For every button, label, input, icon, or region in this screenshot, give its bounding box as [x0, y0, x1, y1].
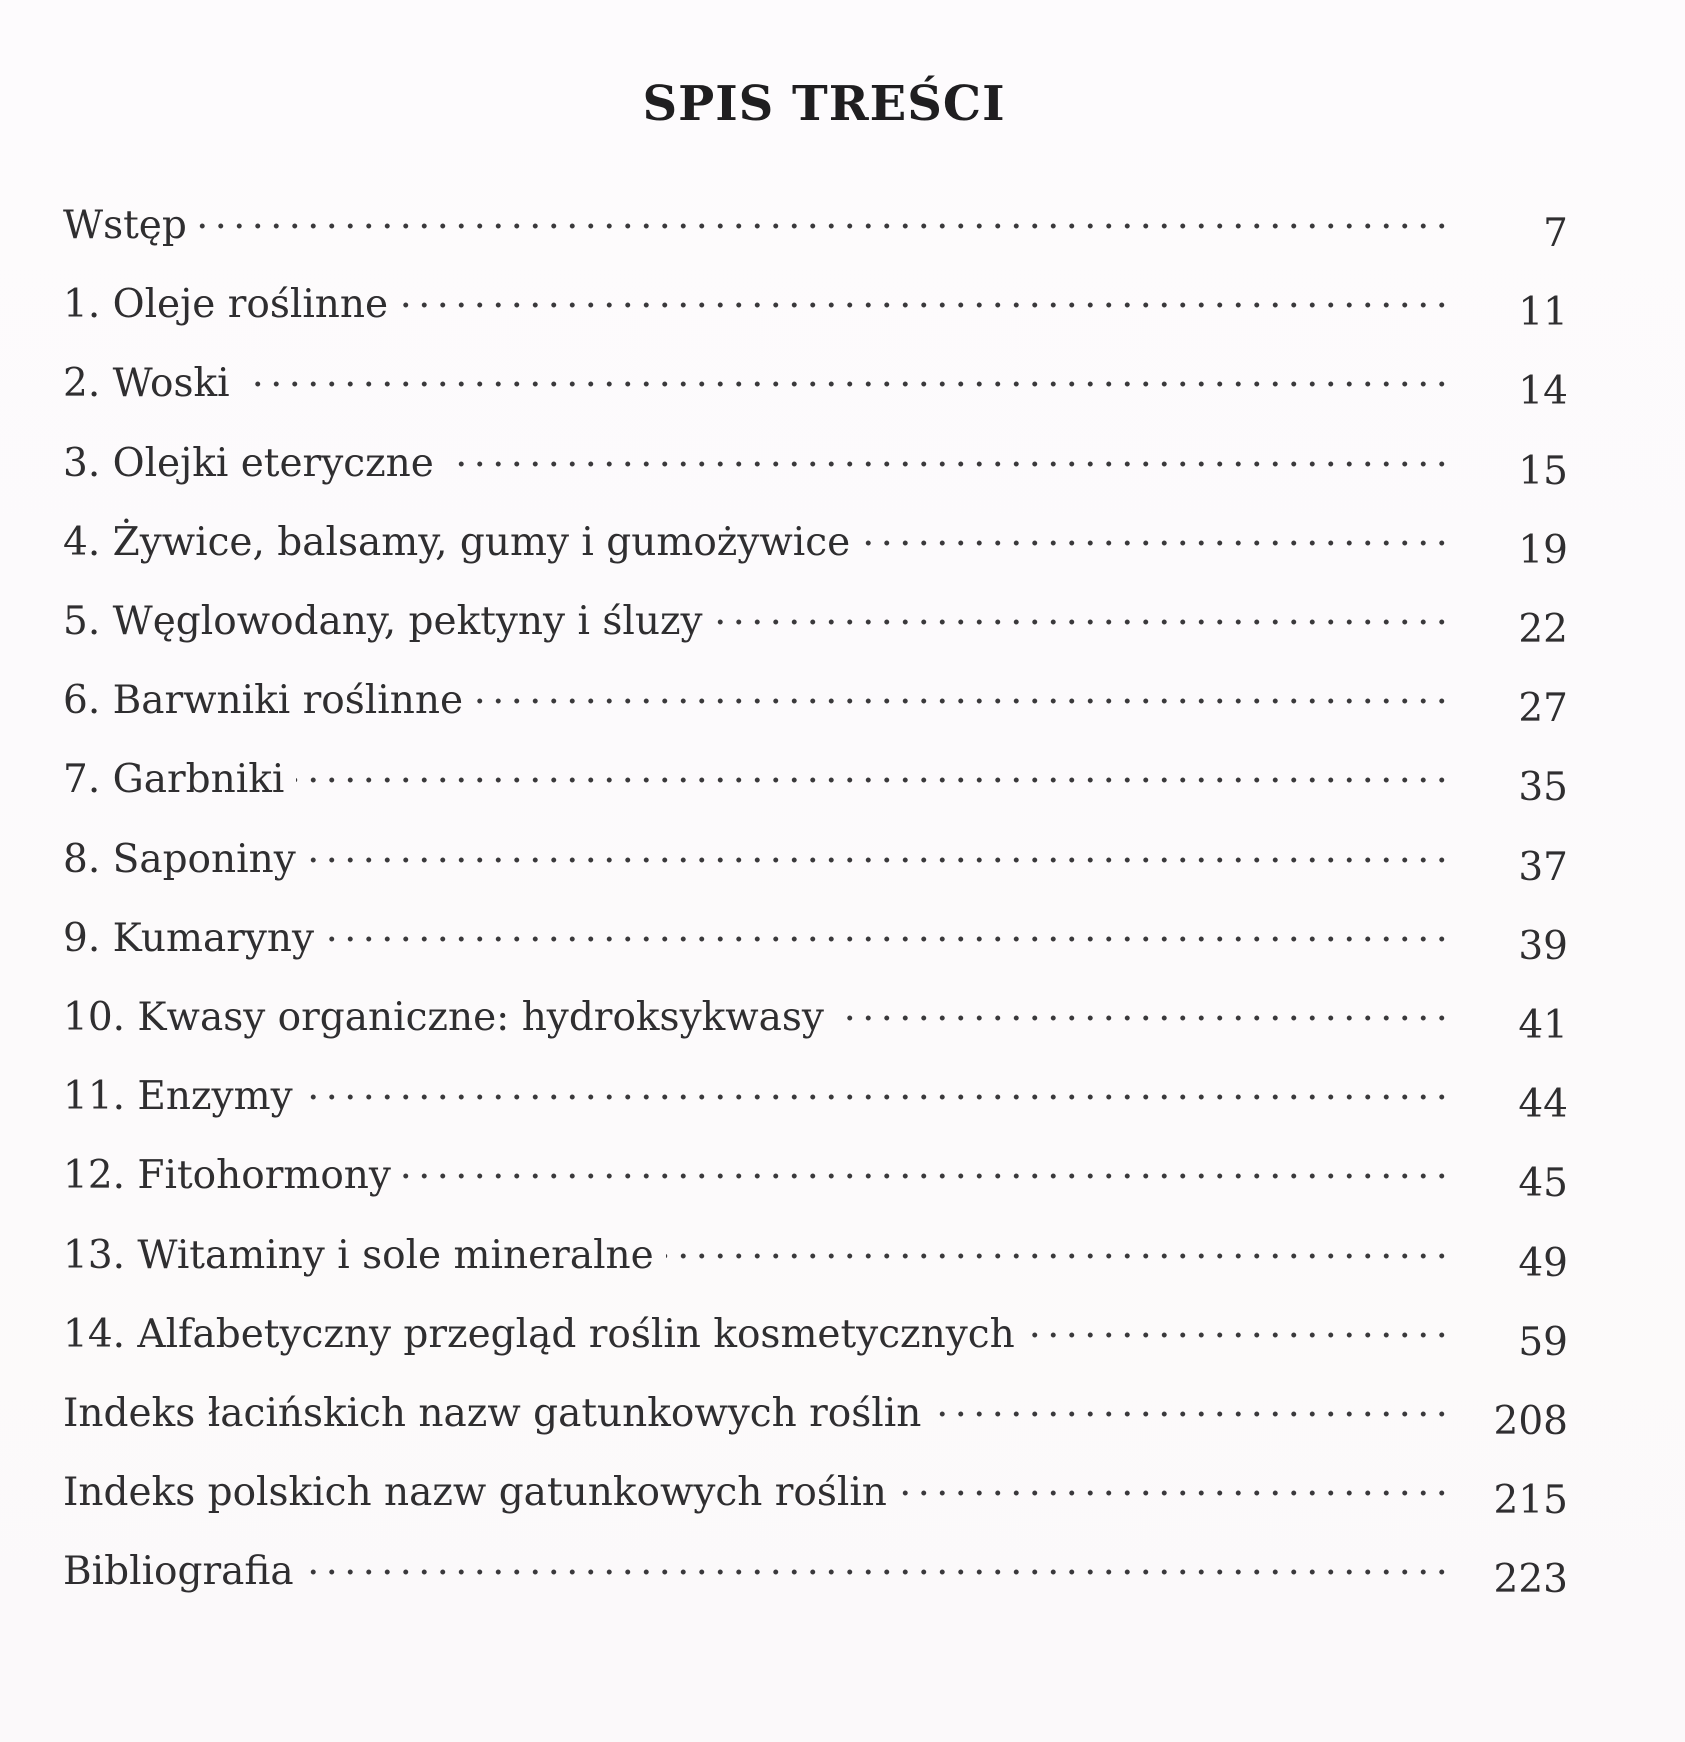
dot-leader — [306, 1568, 1451, 1576]
toc-entry-label: 8. Saponiny — [63, 836, 296, 882]
toc-entry[interactable] — [63, 354, 1568, 414]
toc-entry-label: 12. Fitohormony — [63, 1153, 391, 1199]
dot-leader — [242, 380, 1451, 388]
toc-entry-page-number: 41 — [1518, 1003, 1568, 1048]
toc-entry[interactable] — [63, 988, 1568, 1048]
toc-entry-label: 10. Kwasy organiczne: hydroksykwasy — [63, 995, 824, 1040]
toc-entry-page-number: 15 — [1518, 448, 1568, 494]
toc-entry[interactable] — [63, 513, 1568, 573]
toc-entry-page-number: 39 — [1518, 923, 1568, 969]
toc-entry[interactable] — [63, 434, 1568, 494]
toc-entry-label: 7. Garbniki — [63, 757, 285, 803]
toc-entry[interactable] — [63, 1305, 1568, 1365]
dot-leader — [666, 1252, 1451, 1260]
toc-entry-label: 13. Witaminy i sole mineralne — [63, 1232, 654, 1278]
toc-entry-label: 6. Barwniki roślinne — [63, 678, 464, 724]
toc-entry-page-number: 35 — [1518, 765, 1568, 811]
toc-entry[interactable] — [63, 196, 1568, 256]
toc-entry-page-number: 11 — [1518, 290, 1568, 336]
toc-entry[interactable] — [63, 671, 1568, 731]
toc-entry-page-number: 49 — [1518, 1240, 1568, 1286]
dot-leader — [199, 222, 1451, 230]
toc-entry-page-number: 45 — [1518, 1161, 1568, 1207]
toc-entry[interactable] — [63, 830, 1568, 890]
toc-entry[interactable] — [63, 750, 1568, 810]
toc-entry-label: 2. Woski — [63, 361, 230, 407]
dot-leader — [899, 1489, 1451, 1497]
toc-entry-label: 3. Olejki eteryczne — [63, 440, 434, 486]
toc-entry-page-number: 19 — [1518, 527, 1568, 573]
toc-entry-page-number: 208 — [1493, 1399, 1568, 1444]
dot-leader — [836, 1014, 1451, 1022]
dot-leader — [475, 697, 1451, 705]
toc-entry-page-number: 14 — [1518, 369, 1568, 415]
toc-entry[interactable] — [63, 1463, 1568, 1523]
toc-entry-label: 4. Żywice, balsamy, gumy i gumożywice — [63, 519, 851, 565]
dot-leader — [305, 1093, 1451, 1101]
toc-entry-page-number: 215 — [1493, 1478, 1568, 1524]
toc-entry-label: 11. Enzymy — [63, 1074, 293, 1120]
toc-entry-label: 5. Węglowodany, pektyny i śluzy — [63, 599, 703, 644]
toc-entry-page-number: 22 — [1518, 607, 1568, 652]
toc-entry[interactable] — [63, 1067, 1568, 1127]
toc-entry-label: 14. Alfabetyczny przegląd roślin kosmetycznych — [63, 1311, 1015, 1357]
toc-entry-label: Indeks polskich nazw gatunkowych roślin — [63, 1470, 887, 1516]
toc-entry-label: 9. Kumaryny — [63, 915, 315, 961]
toc-entry-label: 1. Oleje roślinne — [63, 282, 389, 328]
toc-entry-page-number: 37 — [1518, 844, 1568, 890]
toc-entry-page-number: 59 — [1518, 1319, 1568, 1365]
toc-entry[interactable] — [63, 275, 1568, 335]
toc-entry-label: Wstęp — [63, 203, 187, 248]
toc-entry[interactable] — [63, 1384, 1568, 1444]
toc-entry-page-number: 7 — [1543, 211, 1568, 256]
toc-entry[interactable] — [63, 909, 1568, 969]
dot-leader — [862, 539, 1451, 547]
toc-entry[interactable] — [63, 1146, 1568, 1206]
dot-leader — [446, 460, 1451, 468]
dot-leader — [933, 1410, 1451, 1418]
toc-entry-page-number: 44 — [1518, 1082, 1568, 1128]
dot-leader — [1027, 1331, 1451, 1339]
toc-entry-label: Indeks łacińskich nazw gatunkowych roślin — [63, 1391, 922, 1436]
dot-leader — [715, 618, 1451, 626]
toc-entry[interactable] — [63, 592, 1568, 652]
dot-leader — [403, 1172, 1451, 1180]
page-title: SPIS TREŚCI — [642, 76, 1006, 132]
toc-entry-page-number: 223 — [1493, 1557, 1568, 1603]
toc-entry[interactable] — [63, 1542, 1568, 1602]
dot-leader — [400, 301, 1451, 309]
dot-leader — [308, 856, 1451, 864]
toc-entry[interactable] — [63, 1226, 1568, 1286]
dot-leader — [326, 935, 1451, 943]
dot-leader — [296, 776, 1451, 784]
toc-entry-label: Bibliografia — [63, 1549, 294, 1595]
toc-entry-page-number: 27 — [1518, 686, 1568, 732]
